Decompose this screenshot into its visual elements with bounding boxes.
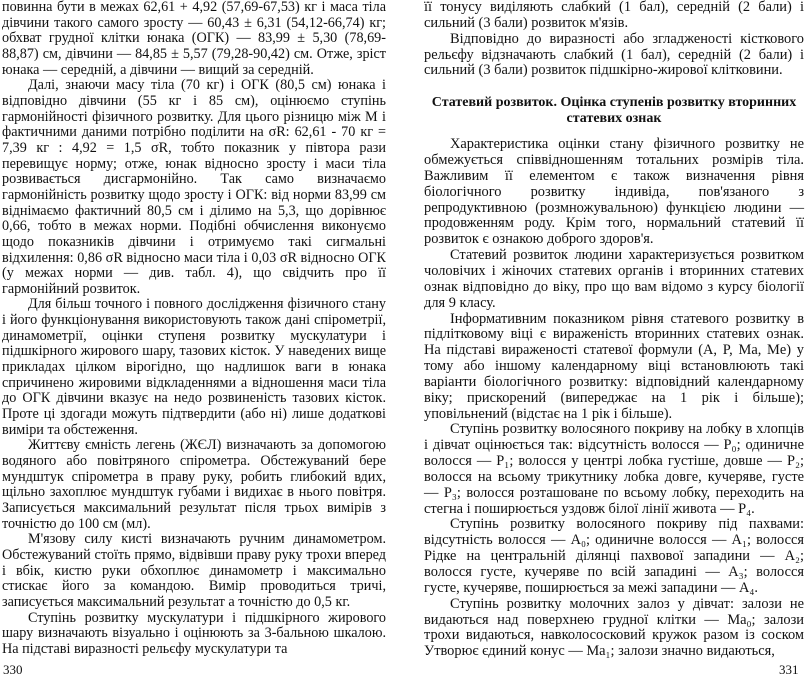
- paragraph: М'язову силу кисті визначають ручним динамометром. Обстежуваний стоїть прямо, відвівши праву руку трохи вперед і вбік, кистю руки обхоплює динамометр і максимально стискає його за командою. Вимір проводиться тричі, записується максимальний результат а точністю до 0,5 кг.: [2, 531, 386, 610]
- paragraph: її тонусу виділяють слабкий (1 бал), середній (2 бали) і сильний (3 бали) розвиток м'язів.: [424, 0, 804, 31]
- paragraph: Характеристика оцінки стану фізичного розвитку не обмежується співвідношенням тотальних розмірів тіла. Важливим її елементом є також визначення рівня біологічного розвитку індивіда, пов'язаного з репродуктивною (розмножувальною) функцією людини — продовженням роду. Крім того, нормальний статевий її розвиток є ознакою доброго здоров'я.: [424, 136, 804, 248]
- left-page-number: 330: [3, 662, 23, 677]
- paragraph: Ступінь розвитку волосяного покриву під пахвами: відсутність волосся — A₀; одиничне волосся — A₁; волосся Рідке на центральній ділянці пахвової западини — A₂; волосся густе, кучеряве по всій западині — A₃; волосся густе, кучеряве, поширюється за межі западини — A₄.: [424, 516, 804, 596]
- paragraph: Ступінь розвитку молочних залоз у дівчат: залози не видаються над поверхнею грудної клітки — Ma₀; залози трохи видаються, навколососковий кружок разом із соском Утворює єдиний конус — Ma₁; залози значно видаються,: [424, 595, 804, 660]
- paragraph: Життєву ємність легень (ЖЄЛ) визначають за допомогою водяного або повітряного спірометра. Обстежуваний бере мундштук спірометра в праву руку, робить глибокий вдих, щільно захоплює мундштук губами і видихає в нього повітря. Записується максимальний результат після трьох вимірів з точністю до 100 см (мл).: [2, 437, 386, 532]
- paragraph: Відповідно до виразності або згладженості кісткового рельєфу відзначають слабкий (1 бал), середній (2 бали) і сильний (3 бали) розвиток підшкірно-жирової клітковини.: [424, 30, 804, 79]
- paragraph: повинна бути в межах 62,61 + 4,92 (57,69-67,53) кг і маса тіла дівчини такого самого зросту — 60,43 ± 6,31 (54,12-66,74) кг; обхват грудної клітки юнака (ОГК) — 83,99 ± 5,30 (78,69-88,87) см, дівчини — 84,85 ± 5,57 (79,28-90,42) см. Отже, зріст юнака — середній, а дівчини — вищий за середній.: [2, 0, 386, 78]
- paragraph: Ступінь розвитку мускулатури і підшкірного жирового шару визначають візуально і оцінюють за 3-бальною шкалою. На підставі виразності рельєфу мускулатури та: [2, 609, 386, 657]
- paragraph: Інформативним показником рівня статевого розвитку в підлітковому віці є вираженість вторинних статевих ознак. На підставі вираженості статевої формули (A, P, Ma, Me) у тому або іншому календарному віці встановлюють такі варіанти біологічного розвитку: відповідний календарному віку; прискорений (випереджає на 1 рік і більше); уповільнений (відстає на 1 рік і більше).: [424, 310, 804, 422]
- paragraph: Ступінь розвитку волосяного покриву на лобку в хлопців і дівчат оцінюється так: відсутність волосся — P₀; одиничне волосся — P₁; волосся у центрі лобка густіше, довше — P₂; волосся на всьому трикутнику лобка довге, кучеряве, густе — P₃; волосся розташоване по всьому лобку, переходить на стегна і поширюється уздовж білої лінії живота — P₄.: [424, 421, 804, 517]
- right-page-number: 331: [779, 662, 799, 677]
- paragraph: Для більш точного і повного дослідження фізичного стану і його функціонування використовують також дані спірометрії, динамометрії, оцінки ступеня розвитку мускулатури і підшкірного жирового шару, тазових кісток. У наведених вище прикладах цілком вірогідно, що надлишок ваги в юнака спричинено жировими відкладеннями а відношення маси тіла до ОГК дівчини вказує на недо розвиненість тазових кісток. Проте ці здогади можуть підтвердити (або ні) лише додаткові виміри та обстеження.: [2, 296, 386, 438]
- paragraph: Далі, знаючи масу тіла (70 кг) і ОГК (80,5 см) юнака і відповідно дівчини (55 кг і 85 см), оцінюємо ступінь гармонійності фізичного розвитку. Для цього різницю між M і фактичними даними потрібно поділити на σR: 62,61 - 70 кг = 7,39 кг : 4,92 = 1,5 σR, тобто показник у півтора рази перевищує норму; отже, юнак відносно зросту і маси тіла розвивається дисгармонійно. Так само визначаємо гармонійність розвитку щодо зросту і ОГК: від норми 83,99 см віднімаємо фактичний 80,5 см і ділимо на 5,3, що дорівнює 0,66, тобто в межах норми. Подібні обчислення виконуємо щодо показників дівчини і отримуємо такі сигмальні відхилення: 0,86 σR відносно маси тіла і 0,03 σR відносно ОГК (у межах норми — див. табл. 4), що свідчить про її гармонійний розвиток.: [2, 77, 386, 297]
- left-page-body: [2, 0, 386, 658]
- paragraph: Статевий розвиток людини характеризується розвитком чоловічих і жіночих статевих органів і вторинних статевих ознак відповідно до віку, про що вам відомо з курсу біології для 9 класу.: [424, 247, 804, 311]
- section-heading: Статевий розвиток. Оцінка ступенів розвитку вторинних статевих ознак: [431, 95, 797, 127]
- right-page-body: [424, 0, 804, 660]
